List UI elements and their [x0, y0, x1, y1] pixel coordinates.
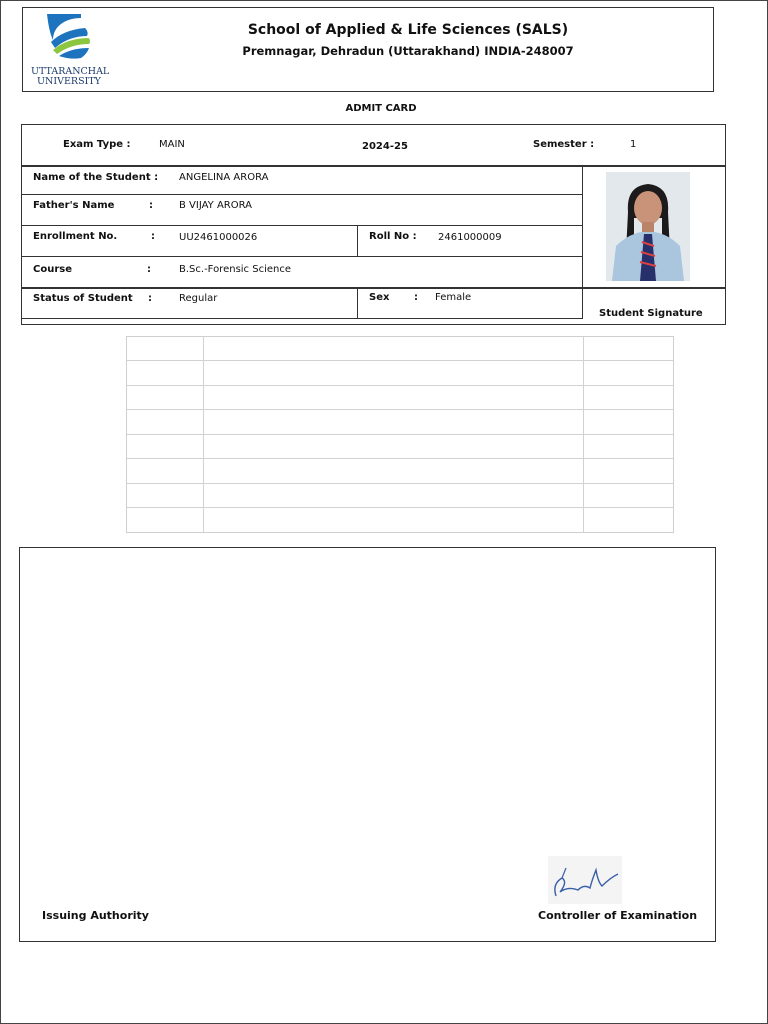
- logo-text-line2: UNIVERSITY: [37, 76, 101, 87]
- controller-signature-icon: [548, 856, 622, 904]
- father-name-value: B VIJAY ARORA: [179, 200, 252, 211]
- course-label: Course: [33, 264, 72, 275]
- issuing-authority-label: Issuing Authority: [42, 909, 149, 922]
- column-divider: [357, 288, 358, 319]
- semester-value: 1: [630, 139, 637, 150]
- table-column-line: [203, 337, 204, 532]
- roll-label: Roll No :: [369, 231, 417, 242]
- logo-emblem-icon: [41, 12, 97, 60]
- logo-wordmark: [31, 66, 110, 87]
- colon: :: [148, 293, 152, 304]
- session-value: 2024-25: [362, 141, 408, 152]
- table-row-line: [127, 483, 673, 484]
- student-signature-caption: Student Signature: [599, 308, 703, 319]
- student-portrait-icon: [606, 172, 690, 281]
- student-name-value: ANGELINA ARORA: [179, 172, 269, 183]
- table-column-line: [583, 337, 584, 532]
- semester-label: Semester :: [533, 139, 595, 150]
- header-box: [22, 7, 714, 92]
- row-divider: [22, 225, 582, 226]
- sex-value: Female: [435, 292, 472, 303]
- student-info-block: [21, 124, 726, 325]
- colon: :: [149, 200, 153, 211]
- status-label: Status of Student: [33, 293, 133, 304]
- row-divider: [22, 194, 582, 195]
- exam-type-label: Exam Type :: [63, 139, 131, 150]
- subjects-table: [126, 336, 674, 533]
- colon: :: [414, 292, 418, 303]
- column-divider: [357, 225, 358, 256]
- course-value: B.Sc.-Forensic Science: [179, 264, 291, 275]
- table-row-line: [127, 385, 673, 386]
- row-divider: [22, 287, 725, 289]
- controller-label: Controller of Examination: [538, 909, 698, 922]
- row-divider: [22, 256, 582, 257]
- row-divider: [22, 165, 725, 167]
- school-name: School of Applied & Life Sciences (SALS): [247, 22, 569, 38]
- status-value: Regular: [179, 293, 218, 304]
- logo-text-line1: UTTARANCHAL: [31, 66, 110, 77]
- roll-value: 2461000009: [438, 232, 502, 243]
- colon: :: [151, 231, 155, 242]
- table-row-line: [127, 507, 673, 508]
- row-divider: [22, 318, 582, 319]
- table-row-line: [127, 434, 673, 435]
- table-row-line: [127, 360, 673, 361]
- student-name-label: Name of the Student :: [33, 172, 159, 183]
- school-address: Premnagar, Dehradun (Uttarakhand) INDIA-248007: [242, 44, 574, 58]
- authority-box: [19, 547, 716, 942]
- colon: :: [147, 264, 151, 275]
- enrollment-value: UU2461000026: [179, 232, 258, 243]
- exam-type-value: MAIN: [159, 139, 185, 150]
- student-photo: [606, 172, 690, 281]
- column-divider: [582, 166, 583, 319]
- table-row-line: [127, 458, 673, 459]
- sex-label: Sex: [369, 292, 390, 303]
- university-logo: [31, 12, 110, 88]
- enrollment-label: Enrollment No.: [33, 231, 118, 242]
- table-row-line: [127, 409, 673, 410]
- father-name-label: Father's Name: [33, 200, 115, 211]
- admit-card-title: ADMIT CARD: [345, 103, 417, 114]
